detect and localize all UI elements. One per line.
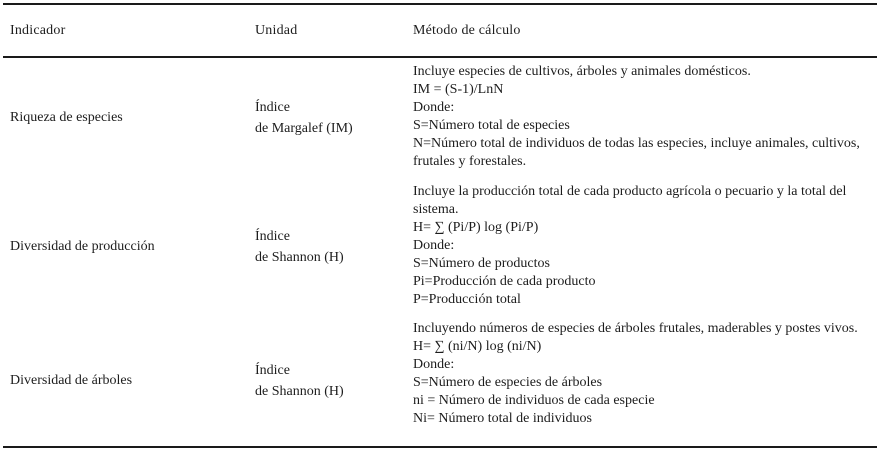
- metodo-line: Ni= Número total de individuos: [413, 411, 592, 426]
- col-header-metodo: Método de cálculo: [406, 4, 877, 57]
- metodo-line: Donde:: [413, 100, 455, 115]
- metodo-line: S=Número total de especies: [413, 118, 570, 133]
- unidad-line: de Margalef (IM): [255, 121, 353, 136]
- unidad-value: [248, 315, 406, 447]
- table-row-riqueza-de-especies: [3, 57, 877, 178]
- metodo-value: [406, 57, 877, 178]
- indicador-value: Riqueza de especies: [10, 110, 123, 125]
- metodo-line: Donde:: [413, 238, 455, 253]
- metodo-line: Donde:: [413, 357, 455, 372]
- unidad-line: Índice: [255, 100, 290, 115]
- unidad-value: [248, 178, 406, 315]
- metodo-line: S=Número de especies de árboles: [413, 375, 603, 390]
- indicators-table: [3, 3, 877, 448]
- metodo-line: S=Número de productos: [413, 256, 550, 271]
- metodo-formula: H= ∑ (Pi/P) log (Pi/P): [413, 220, 539, 235]
- metodo-line: ni = Número de individuos de cada especie: [413, 393, 655, 408]
- col-header-indicador: Indicador: [3, 4, 248, 57]
- table-row-diversidad-de-arboles: [3, 315, 877, 447]
- unidad-line: Índice: [255, 228, 290, 244]
- metodo-line: Incluye la producción total de cada producto agrícola o pecuario y la total del sistema.: [413, 184, 847, 217]
- table-row-diversidad-de-produccion: [3, 178, 877, 315]
- unidad-line: Índice: [255, 362, 290, 378]
- metodo-line: Incluyendo números de especies de árboles frutales, maderables y postes vivos.: [413, 321, 858, 336]
- unidad-line: de Shannon (H): [255, 383, 344, 399]
- unidad-line: de Shannon (H): [255, 249, 344, 265]
- indicador-value: Diversidad de producción: [10, 238, 155, 254]
- indicador-value: Diversidad de árboles: [10, 372, 133, 388]
- metodo-value: [406, 315, 877, 447]
- metodo-line: Pi=Producción de cada producto: [413, 274, 596, 289]
- col-header-unidad: Unidad: [248, 4, 406, 57]
- metodo-line: Incluye especies de cultivos, árboles y animales domésticos.: [413, 64, 751, 79]
- metodo-line: P=Producción total: [413, 292, 521, 307]
- unidad-value: [248, 57, 406, 178]
- metodo-formula: IM = (S-1)/LnN: [413, 82, 504, 97]
- metodo-line: N=Número total de individuos de todas las especies, incluye animales, cultivos, frutales y forestales.: [413, 136, 860, 169]
- metodo-formula: H= ∑ (ni/N) log (ni/N): [413, 339, 542, 354]
- metodo-value: [406, 178, 877, 315]
- table-header-row: [3, 4, 877, 57]
